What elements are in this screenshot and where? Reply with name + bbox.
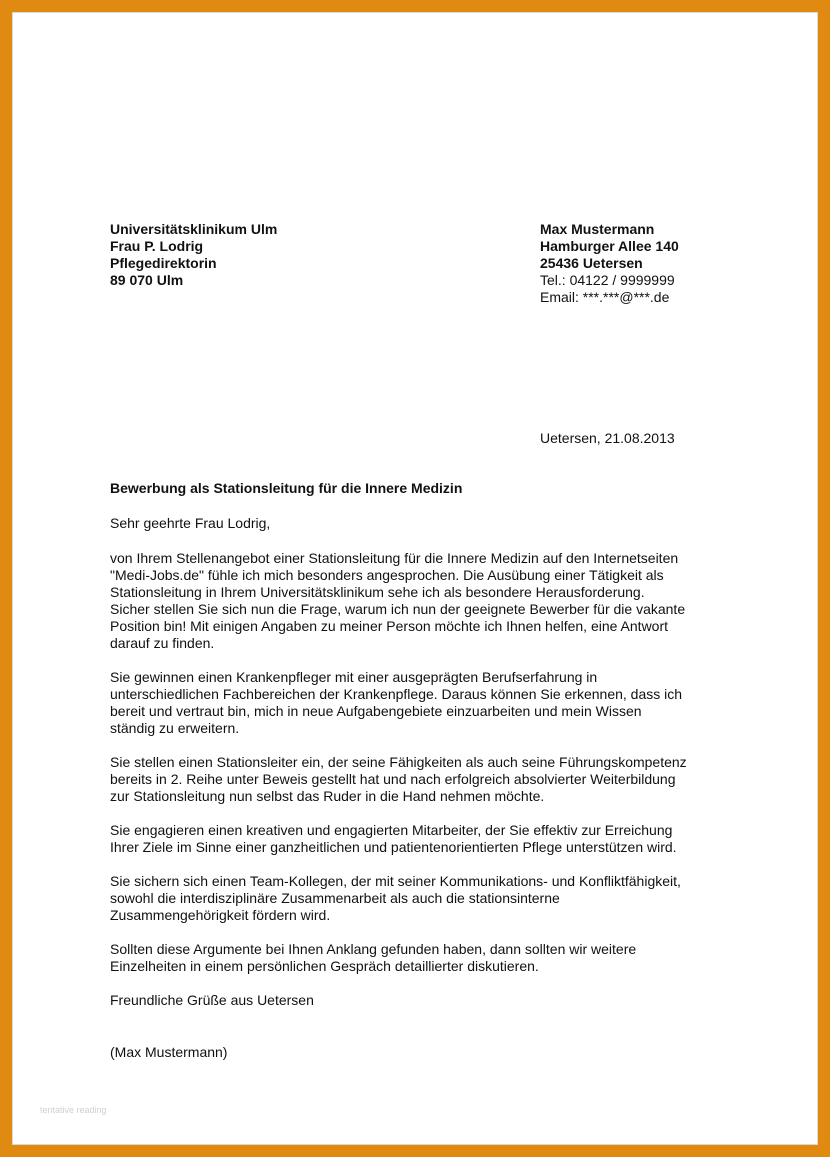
closing: Freundliche Grüße aus Uetersen [110, 992, 314, 1008]
letter-body [110, 550, 730, 992]
recipient-institution: Universitätsklinikum Ulm [110, 221, 278, 237]
paragraph: von Ihrem Stellenangebot einer Stationsleitung für die Innere Medizin auf den Internetseiten "Medi-Jobs.de" fühle ich mich besonders angesprochen. Die Ausübung einer Tätigkeit als Stationsleitung in Ihrem Universitätsklinikum sehe ich als besondere Herausforderung. Sicher stellen Sie sich nun die Frage, warum ich nun der geeignete Bewerber für die vakante Position bin! Mit einigen Angaben zu meiner Person möchte ich Ihnen helfen, eine Antwort darauf zu finden. [110, 550, 686, 651]
sender-name: Max Mustermann [540, 221, 655, 237]
sender-street: Hamburger Allee 140 [540, 238, 679, 254]
recipient-city: 89 070 Ulm [110, 272, 184, 288]
sender-address [540, 221, 679, 306]
sender-email: Email: ***.***@***.de [540, 289, 670, 305]
sender-city: 25436 Uetersen [540, 255, 643, 271]
letter-date: Uetersen, 21.08.2013 [540, 430, 675, 446]
letter-subject: Bewerbung als Stationsleitung für die Innere Medizin [110, 480, 463, 496]
watermark: tentative reading [40, 1105, 107, 1115]
salutation: Sehr geehrte Frau Lodrig, [110, 515, 271, 531]
paragraph: Sie sichern sich einen Team-Kollegen, der mit seiner Kommunikations- und Konfliktfähigkeit, sowohl die interdisziplinäre Zusammenarbeit als auch die stationsinterne Zusammengehörigkeit fördern wird. [110, 873, 681, 923]
recipient-address [110, 221, 277, 289]
paragraph: Sie engagieren einen kreativen und engagierten Mitarbeiter, der Sie effektiv zur Erreichung Ihrer Ziele im Sinne einer ganzheitlichen und patientenorientierten Pflege unterstützen wird. [110, 822, 677, 855]
recipient-person: Frau P. Lodrig [110, 238, 204, 254]
sender-phone: Tel.: 04122 / 9999999 [540, 272, 675, 288]
paragraph: Sie gewinnen einen Krankenpfleger mit einer ausgeprägten Berufserfahrung in unterschiedlichen Fachbereichen der Krankenpflege. Daraus können Sie erkennen, dass ich bereit und vertraut bin, mich in neue Aufgabengebiete einzuarbeiten und mein Wissen ständig zu erweitern. [110, 669, 683, 736]
recipient-role: Pflegedirektorin [110, 255, 217, 271]
paragraph: Sollten diese Argumente bei Ihnen Anklang gefunden haben, dann sollten wir weitere Einzelheiten in einem persönlichen Gespräch detaillierter diskutieren. [110, 941, 637, 974]
signature: (Max Mustermann) [110, 1044, 228, 1060]
paragraph: Sie stellen einen Stationsleiter ein, der seine Fähigkeiten als auch seine Führungskompetenz bereits in 2. Reihe unter Beweis gestellt hat und nach erfolgreich absolvierter Weiterbildung zur Stationsleitung nun selbst das Ruder in die Hand nehmen möchte. [110, 754, 687, 804]
